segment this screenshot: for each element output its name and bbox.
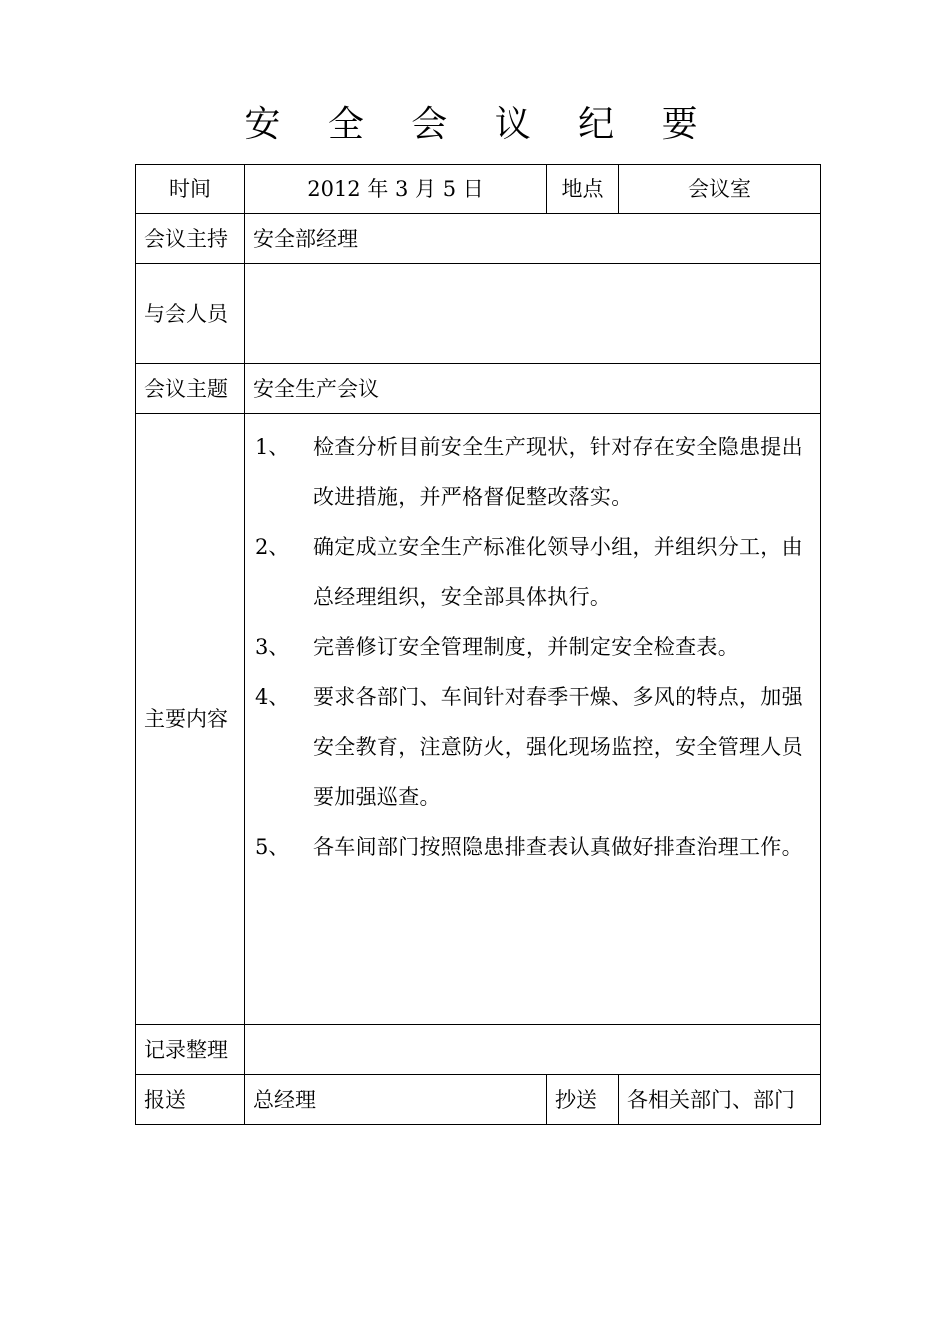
list-item — [253, 672, 812, 822]
item-text: 要求各部门、车间针对春季干燥、多风的特点，加强安全教育，注意防火，强化现场监控，安全管理人员要加强巡查。 — [313, 685, 803, 809]
attendees-row — [136, 264, 821, 364]
list-item — [253, 422, 812, 522]
place-value: 会议室 — [619, 165, 821, 214]
host-row — [136, 214, 821, 264]
time-row — [136, 165, 821, 214]
content-list — [245, 414, 821, 1025]
item-text: 完善修订安全管理制度，并制定安全检查表。 — [313, 635, 739, 659]
content-row — [136, 414, 821, 1025]
item-number: 5、 — [255, 835, 290, 859]
record-label: 记录整理 — [136, 1025, 245, 1075]
item-number: 1、 — [255, 435, 290, 459]
document-title: 安 全 会 议 纪 要 — [244, 104, 716, 145]
list-item — [253, 822, 812, 872]
list-item — [253, 622, 812, 672]
send-row — [136, 1075, 821, 1125]
item-number: 2、 — [255, 535, 290, 559]
cc-label: 抄送 — [547, 1075, 619, 1125]
attendees-label: 与会人员 — [136, 264, 245, 364]
item-text: 各车间部门按照隐患排查表认真做好排查治理工作。 — [313, 835, 803, 859]
send-label: 报送 — [136, 1075, 245, 1125]
time-value: 2012 年 3 月 5 日 — [245, 165, 547, 214]
cc-value: 各相关部门、部门 — [619, 1075, 821, 1125]
place-label: 地点 — [547, 165, 619, 214]
attendees-value — [245, 264, 821, 364]
item-text: 确定成立安全生产标准化领导小组，并组织分工，由总经理组织，安全部具体执行。 — [313, 535, 803, 609]
record-row — [136, 1025, 821, 1075]
meeting-minutes-table — [135, 164, 821, 1125]
record-value — [245, 1025, 821, 1075]
item-number: 3、 — [255, 635, 290, 659]
send-value: 总经理 — [245, 1075, 547, 1125]
host-value: 安全部经理 — [245, 214, 821, 264]
topic-value: 安全生产会议 — [245, 364, 821, 414]
host-label: 会议主持 — [136, 214, 245, 264]
item-number: 4、 — [255, 685, 290, 709]
time-label: 时间 — [136, 165, 245, 214]
list-item — [253, 522, 812, 622]
topic-row — [136, 364, 821, 414]
item-text: 检查分析目前安全生产现状，针对存在安全隐患提出改进措施，并严格督促整改落实。 — [313, 435, 803, 509]
content-label: 主要内容 — [136, 414, 245, 1025]
topic-label: 会议主题 — [136, 364, 245, 414]
